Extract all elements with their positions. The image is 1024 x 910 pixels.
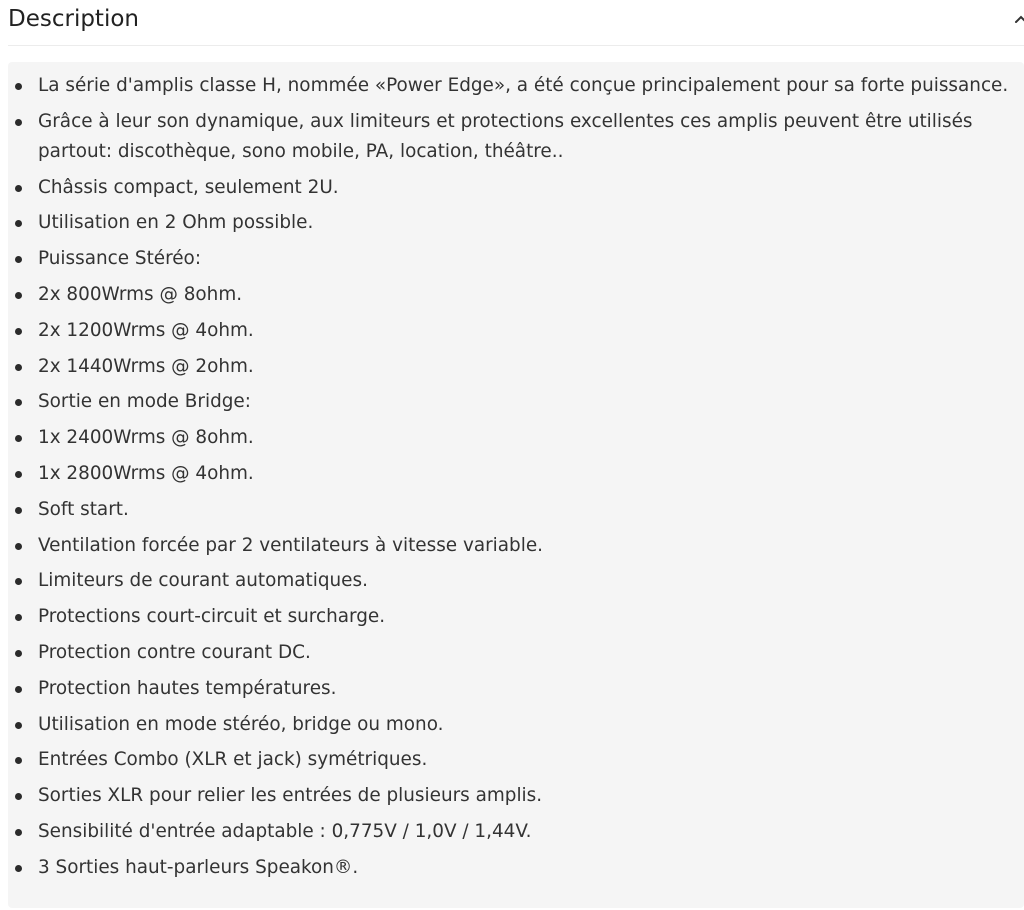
list-item (8, 817, 1024, 847)
list-item (8, 387, 1024, 417)
list-item-text: Protections court-circuit et surcharge. (38, 606, 386, 628)
list-item-text: 2x 1200Wrms @ 4ohm. (38, 319, 254, 341)
list-item-text: Châssis compact, seulement 2U. (38, 176, 339, 198)
bullet-icon (15, 83, 22, 90)
bullet-icon (15, 793, 22, 800)
bullet-icon (15, 220, 22, 227)
list-item-text: Limiteurs de courant automatiques. (38, 570, 368, 592)
bullet-icon (15, 256, 22, 263)
list-item-text: Entrées Combo (XLR et jack) symétriques. (38, 749, 428, 771)
bullet-icon (15, 328, 22, 335)
list-item-text: Sortie en mode Bridge: (38, 391, 251, 413)
feature-list (8, 71, 1024, 889)
list-item (8, 173, 1024, 203)
list-item (8, 316, 1024, 346)
bullet-icon (15, 829, 22, 836)
bullet-icon (15, 119, 22, 126)
list-item-text: 2x 800Wrms @ 8ohm. (38, 283, 243, 305)
list-item (8, 280, 1024, 310)
list-item (8, 674, 1024, 704)
description-section-header[interactable] (8, 0, 1024, 46)
list-item-text: Puissance Stéréo: (38, 248, 202, 270)
list-item-text: 2x 1440Wrms @ 2ohm. (38, 355, 254, 377)
list-item (8, 710, 1024, 740)
bullet-icon (15, 865, 22, 872)
list-item-text: Protection contre courant DC. (38, 641, 311, 663)
list-item (8, 459, 1024, 489)
list-item-text: Soft start. (38, 498, 129, 520)
list-item (8, 745, 1024, 775)
bullet-icon (15, 578, 22, 585)
section-title: Description (8, 6, 139, 32)
bullet-icon (15, 364, 22, 371)
list-item (8, 531, 1024, 561)
bullet-icon (15, 722, 22, 729)
list-item-text: 3 Sorties haut-parleurs Speakon®. (38, 856, 359, 878)
bullet-icon (15, 399, 22, 406)
list-item (8, 566, 1024, 596)
list-item (8, 107, 1024, 167)
list-item-text: Sensibilité d'entrée adaptable : 0,775V / 1,0V / 1,44V. (38, 820, 532, 842)
list-item-text: Sorties XLR pour relier les entrées de plusieurs amplis. (38, 785, 543, 807)
list-item-text: 1x 2400Wrms @ 8ohm. (38, 427, 254, 449)
bullet-icon (15, 507, 22, 514)
list-item (8, 602, 1024, 632)
description-panel (8, 62, 1024, 908)
list-item (8, 495, 1024, 525)
list-item (8, 638, 1024, 668)
list-item (8, 208, 1024, 238)
list-item-text: La série d'amplis classe H, nommée «Power Edge», a été conçue principalement pour sa forte puissance. (38, 75, 1009, 96)
list-item (8, 781, 1024, 811)
bullet-icon (15, 543, 22, 550)
bullet-icon (15, 435, 22, 442)
bullet-icon (15, 650, 22, 657)
list-item-text: Ventilation forcée par 2 ventilateurs à vitesse variable. (38, 534, 543, 556)
list-item (8, 423, 1024, 453)
list-item (8, 352, 1024, 382)
bullet-icon (15, 686, 22, 693)
bullet-icon (15, 471, 22, 478)
bullet-icon (15, 292, 22, 299)
list-item (8, 71, 1024, 101)
list-item-text: Grâce à leur son dynamique, aux limiteurs et protections excellentes ces amplis peuvent être utilisés partout: discothèque, sono mobile, PA, location, théâtre.. (38, 110, 973, 162)
bullet-icon (15, 614, 22, 621)
bullet-icon (15, 757, 22, 764)
list-item-text: Utilisation en mode stéréo, bridge ou mono. (38, 713, 444, 735)
list-item (8, 244, 1024, 274)
list-item-text: Utilisation en 2 Ohm possible. (38, 212, 314, 234)
list-item-text: 1x 2800Wrms @ 4ohm. (38, 462, 254, 484)
list-item-text: Protection hautes températures. (38, 677, 337, 699)
bullet-icon (15, 185, 22, 192)
chevron-up-icon[interactable] (1014, 8, 1024, 28)
list-item (8, 853, 1024, 883)
